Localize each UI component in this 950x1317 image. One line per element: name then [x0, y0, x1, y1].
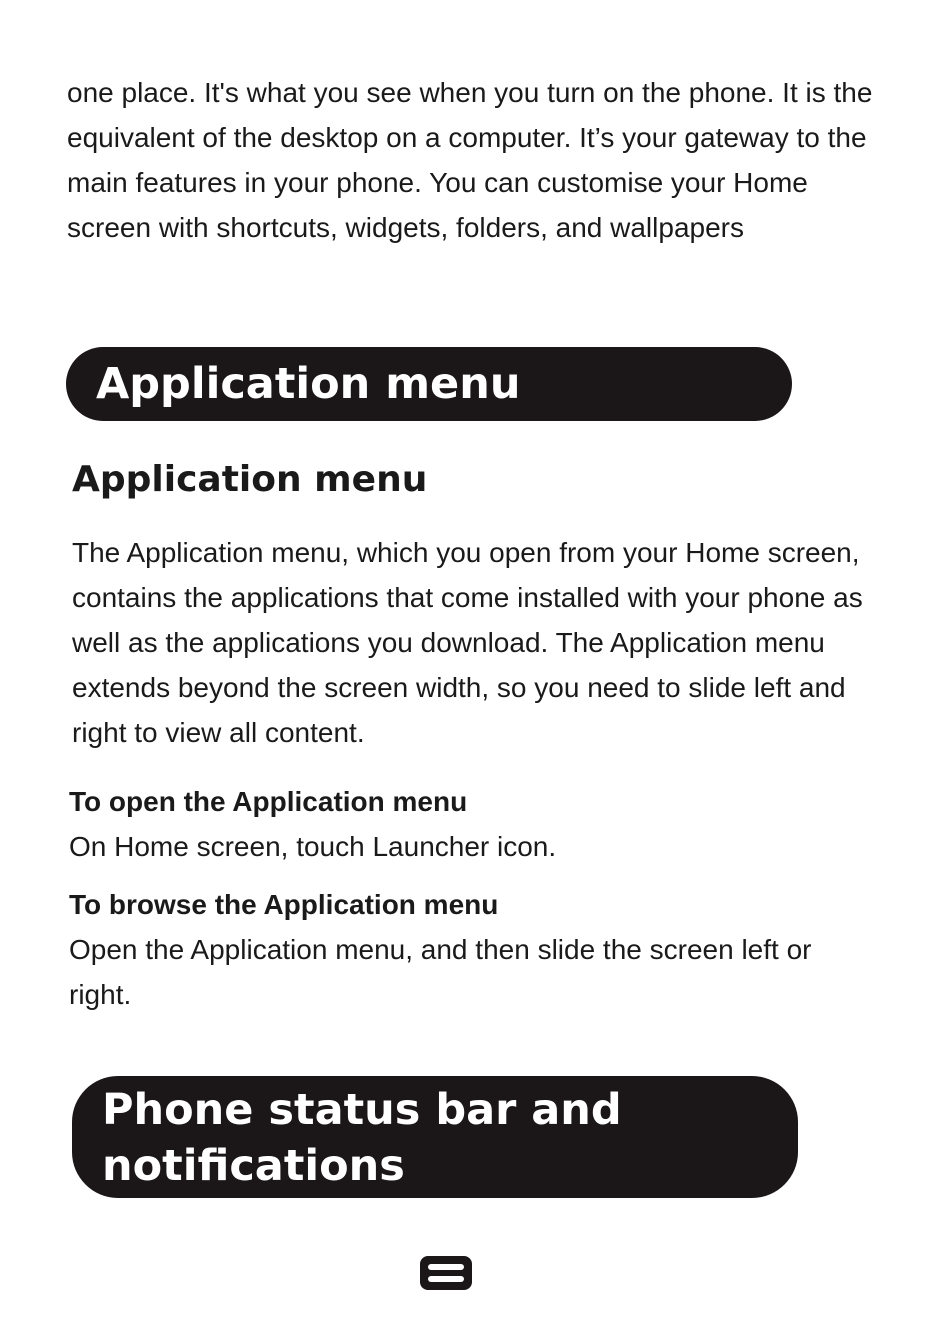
section-banner-status-bar: [72, 1076, 798, 1198]
banner-title: Application menu: [96, 359, 521, 409]
section-banner-application-menu: [66, 347, 792, 421]
application-menu-description: The Application menu, which you open from your Home screen, contains the applications that come installed with your phone as well as the applications you download. The Application menu extends beyond the screen width, so you need to slide left and right to view all content.: [72, 537, 863, 748]
banner-title-line-2: notifications: [102, 1141, 405, 1191]
subheading-application-menu: Application menu: [72, 459, 428, 500]
intro-paragraph: one place. It's what you see when you turn on the phone. It is the equivalent of the desktop on a computer. It’s your gateway to the main features in your phone. You can customise your Home screen with shortcuts, widgets, folders, and wallpapers: [67, 77, 873, 243]
banner-title-line-1: Phone status bar and: [102, 1085, 622, 1135]
page-number: [418, 1254, 474, 1292]
browse-menu-title: To browse the Application menu: [69, 889, 499, 920]
open-menu-text: On Home screen, touch Launcher icon.: [69, 831, 557, 862]
browse-menu-text: Open the Application menu, and then slide the screen left or right.: [69, 934, 812, 1010]
open-menu-title: To open the Application menu: [69, 786, 468, 817]
